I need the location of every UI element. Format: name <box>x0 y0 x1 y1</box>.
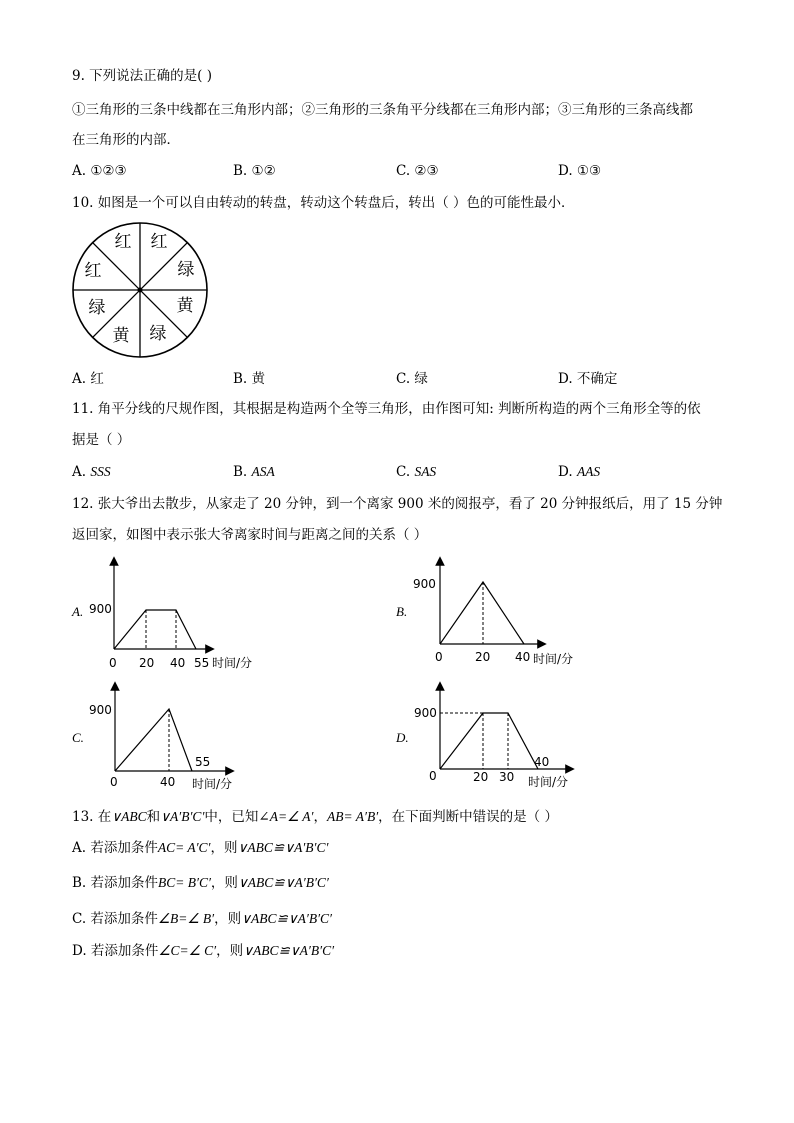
q11-option-c <box>396 463 436 481</box>
option-value: AAS <box>576 464 601 479</box>
y-tick-900: 900 <box>89 703 112 717</box>
graph-d <box>410 680 600 795</box>
option-conclusion: ∨ABC≌∨A′B′C′ <box>241 911 333 926</box>
q9-option-c: C. ②③ <box>396 163 439 179</box>
x-tick: 40 <box>534 755 550 769</box>
x-axis-label: 时间/分 <box>528 775 569 789</box>
graph-d-label: D. <box>396 730 409 745</box>
option-prefix: A. 若添加条件 <box>72 840 158 856</box>
x-tick: 20 <box>473 770 489 784</box>
sector-label: 黄 <box>112 326 130 346</box>
q13-mid: 中，已知∠ <box>204 809 270 825</box>
q9-option-d: D. ①③ <box>558 163 602 179</box>
x-tick: 0 <box>435 650 443 664</box>
q13-stem-num: 13. 在 <box>72 809 112 825</box>
spinner-wheel <box>70 222 210 362</box>
q11-option-b <box>233 463 275 481</box>
option-value: SSS <box>90 464 111 479</box>
graph-a-label: A. <box>72 604 84 619</box>
sector-label: 红 <box>114 232 132 252</box>
option-conclusion: ∨ABC≌∨A′B′C′ <box>237 840 329 855</box>
y-tick-900: 900 <box>89 602 112 616</box>
q9-body-line2: 在三角形的内部． <box>72 132 180 148</box>
q13-and: 和 <box>146 809 161 825</box>
x-tick: 20 <box>475 650 491 664</box>
x-tick: 40 <box>160 775 176 789</box>
option-mid: ，则 <box>210 840 238 856</box>
q10-stem: 10. 如图是一个可以自由转动的转盘，转动这个转盘后，转出（ ）色的可能性最小． <box>72 195 575 211</box>
q9-option-a: A. ①②③ <box>72 163 127 179</box>
sector-label: 绿 <box>149 324 167 344</box>
x-tick: 0 <box>109 656 117 670</box>
triangle-a-prime: ∨A′B′C′ <box>160 809 205 824</box>
x-tick: 30 <box>499 770 515 784</box>
q10-option-b: B. 黄 <box>233 371 266 387</box>
y-tick-900: 900 <box>413 577 436 591</box>
x-tick: 20 <box>139 656 155 670</box>
option-prefix: B. 若添加条件 <box>72 875 159 891</box>
x-tick: 0 <box>429 769 437 783</box>
q9-body-line1: ①三角形的三条中线都在三角形内部；②三角形的三条角平分线都在三角形内部；③三角形的三条高线都 <box>72 102 693 118</box>
x-tick: 40 <box>515 650 531 664</box>
q11-option-a <box>72 463 111 481</box>
q11-stem-line2: 据是（ ） <box>72 432 131 448</box>
y-tick-900: 900 <box>414 706 437 720</box>
q9-option-b: B. ①② <box>233 163 276 179</box>
graph-b <box>410 555 600 670</box>
x-axis-label: 时间/分 <box>212 656 253 670</box>
triangle-abc: ∨ABC <box>111 809 147 824</box>
option-conclusion: ∨ABC≌∨A′B′C′ <box>237 875 329 890</box>
x-axis-label: 时间/分 <box>533 652 574 666</box>
sector-label: 绿 <box>88 298 106 318</box>
q10-option-d: D. 不确定 <box>558 371 618 387</box>
option-value: ASA <box>251 464 275 479</box>
q12-stem-line2: 返回家，如图中表示张大爷离家时间与距离之间的关系（ ） <box>72 527 428 543</box>
q13-stem <box>72 808 558 826</box>
graph-a <box>84 555 274 675</box>
q13-side-cond: AB= A′B′ <box>327 809 379 824</box>
option-mid: ，则 <box>216 943 244 959</box>
sector-label: 绿 <box>177 260 195 280</box>
q13-option-b <box>72 874 329 892</box>
q9-stem: 9. 下列说法正确的是( ) <box>72 68 212 84</box>
sector-label: 红 <box>150 232 168 252</box>
graph-c-label: C. <box>72 730 84 745</box>
q13-option-a <box>72 839 328 857</box>
x-tick: 55 <box>195 755 211 769</box>
q10-option-c: C. 绿 <box>396 371 428 387</box>
option-prefix: D. 若添加条件 <box>72 943 159 959</box>
graph-b-label: B. <box>396 604 408 619</box>
option-condition: ∠B=∠ B′ <box>157 911 215 926</box>
q13-option-c <box>72 910 332 928</box>
option-prefix: C. 若添加条件 <box>72 911 158 927</box>
option-condition: BC= B′C′ <box>158 875 211 890</box>
q13-sep: ， <box>313 809 328 825</box>
sector-label: 红 <box>84 261 102 281</box>
option-condition: AC= A′C′ <box>157 840 211 855</box>
option-conclusion: ∨ABC≌∨A′B′C′ <box>243 943 335 958</box>
option-letter: C. <box>396 464 411 480</box>
x-tick: 40 <box>170 656 186 670</box>
option-mid: ，则 <box>214 911 242 927</box>
graph-c <box>84 680 274 795</box>
option-letter: D. <box>558 464 573 480</box>
x-tick: 0 <box>110 775 118 789</box>
q13-stem-end: ，在下面判断中错误的是（ ） <box>378 809 558 825</box>
option-letter: A. <box>72 464 87 480</box>
q11-option-d <box>558 463 600 481</box>
option-condition: ∠C=∠ C′ <box>158 943 217 958</box>
q11-stem-line1: 11. 角平分线的尺规作图，其根据是构造两个全等三角形，由作图可知: 判断所构造的两个三角形全等的依 <box>72 401 701 417</box>
option-value: SAS <box>414 464 437 479</box>
q12-stem-line1: 12. 张大爷出去散步，从家走了 20 分钟，到一个离家 900 米的阅报亭，看了 20 分钟报纸后，用了 15 分钟 <box>72 496 723 512</box>
q13-angle-cond: A=∠ A′ <box>269 809 314 824</box>
option-mid: ，则 <box>210 875 238 891</box>
q13-option-d <box>72 942 334 960</box>
q10-option-a: A. 红 <box>72 371 104 387</box>
option-letter: B. <box>233 464 248 480</box>
sector-label: 黄 <box>176 296 194 316</box>
x-tick: 55 <box>194 656 210 670</box>
x-axis-label: 时间/分 <box>192 777 233 791</box>
